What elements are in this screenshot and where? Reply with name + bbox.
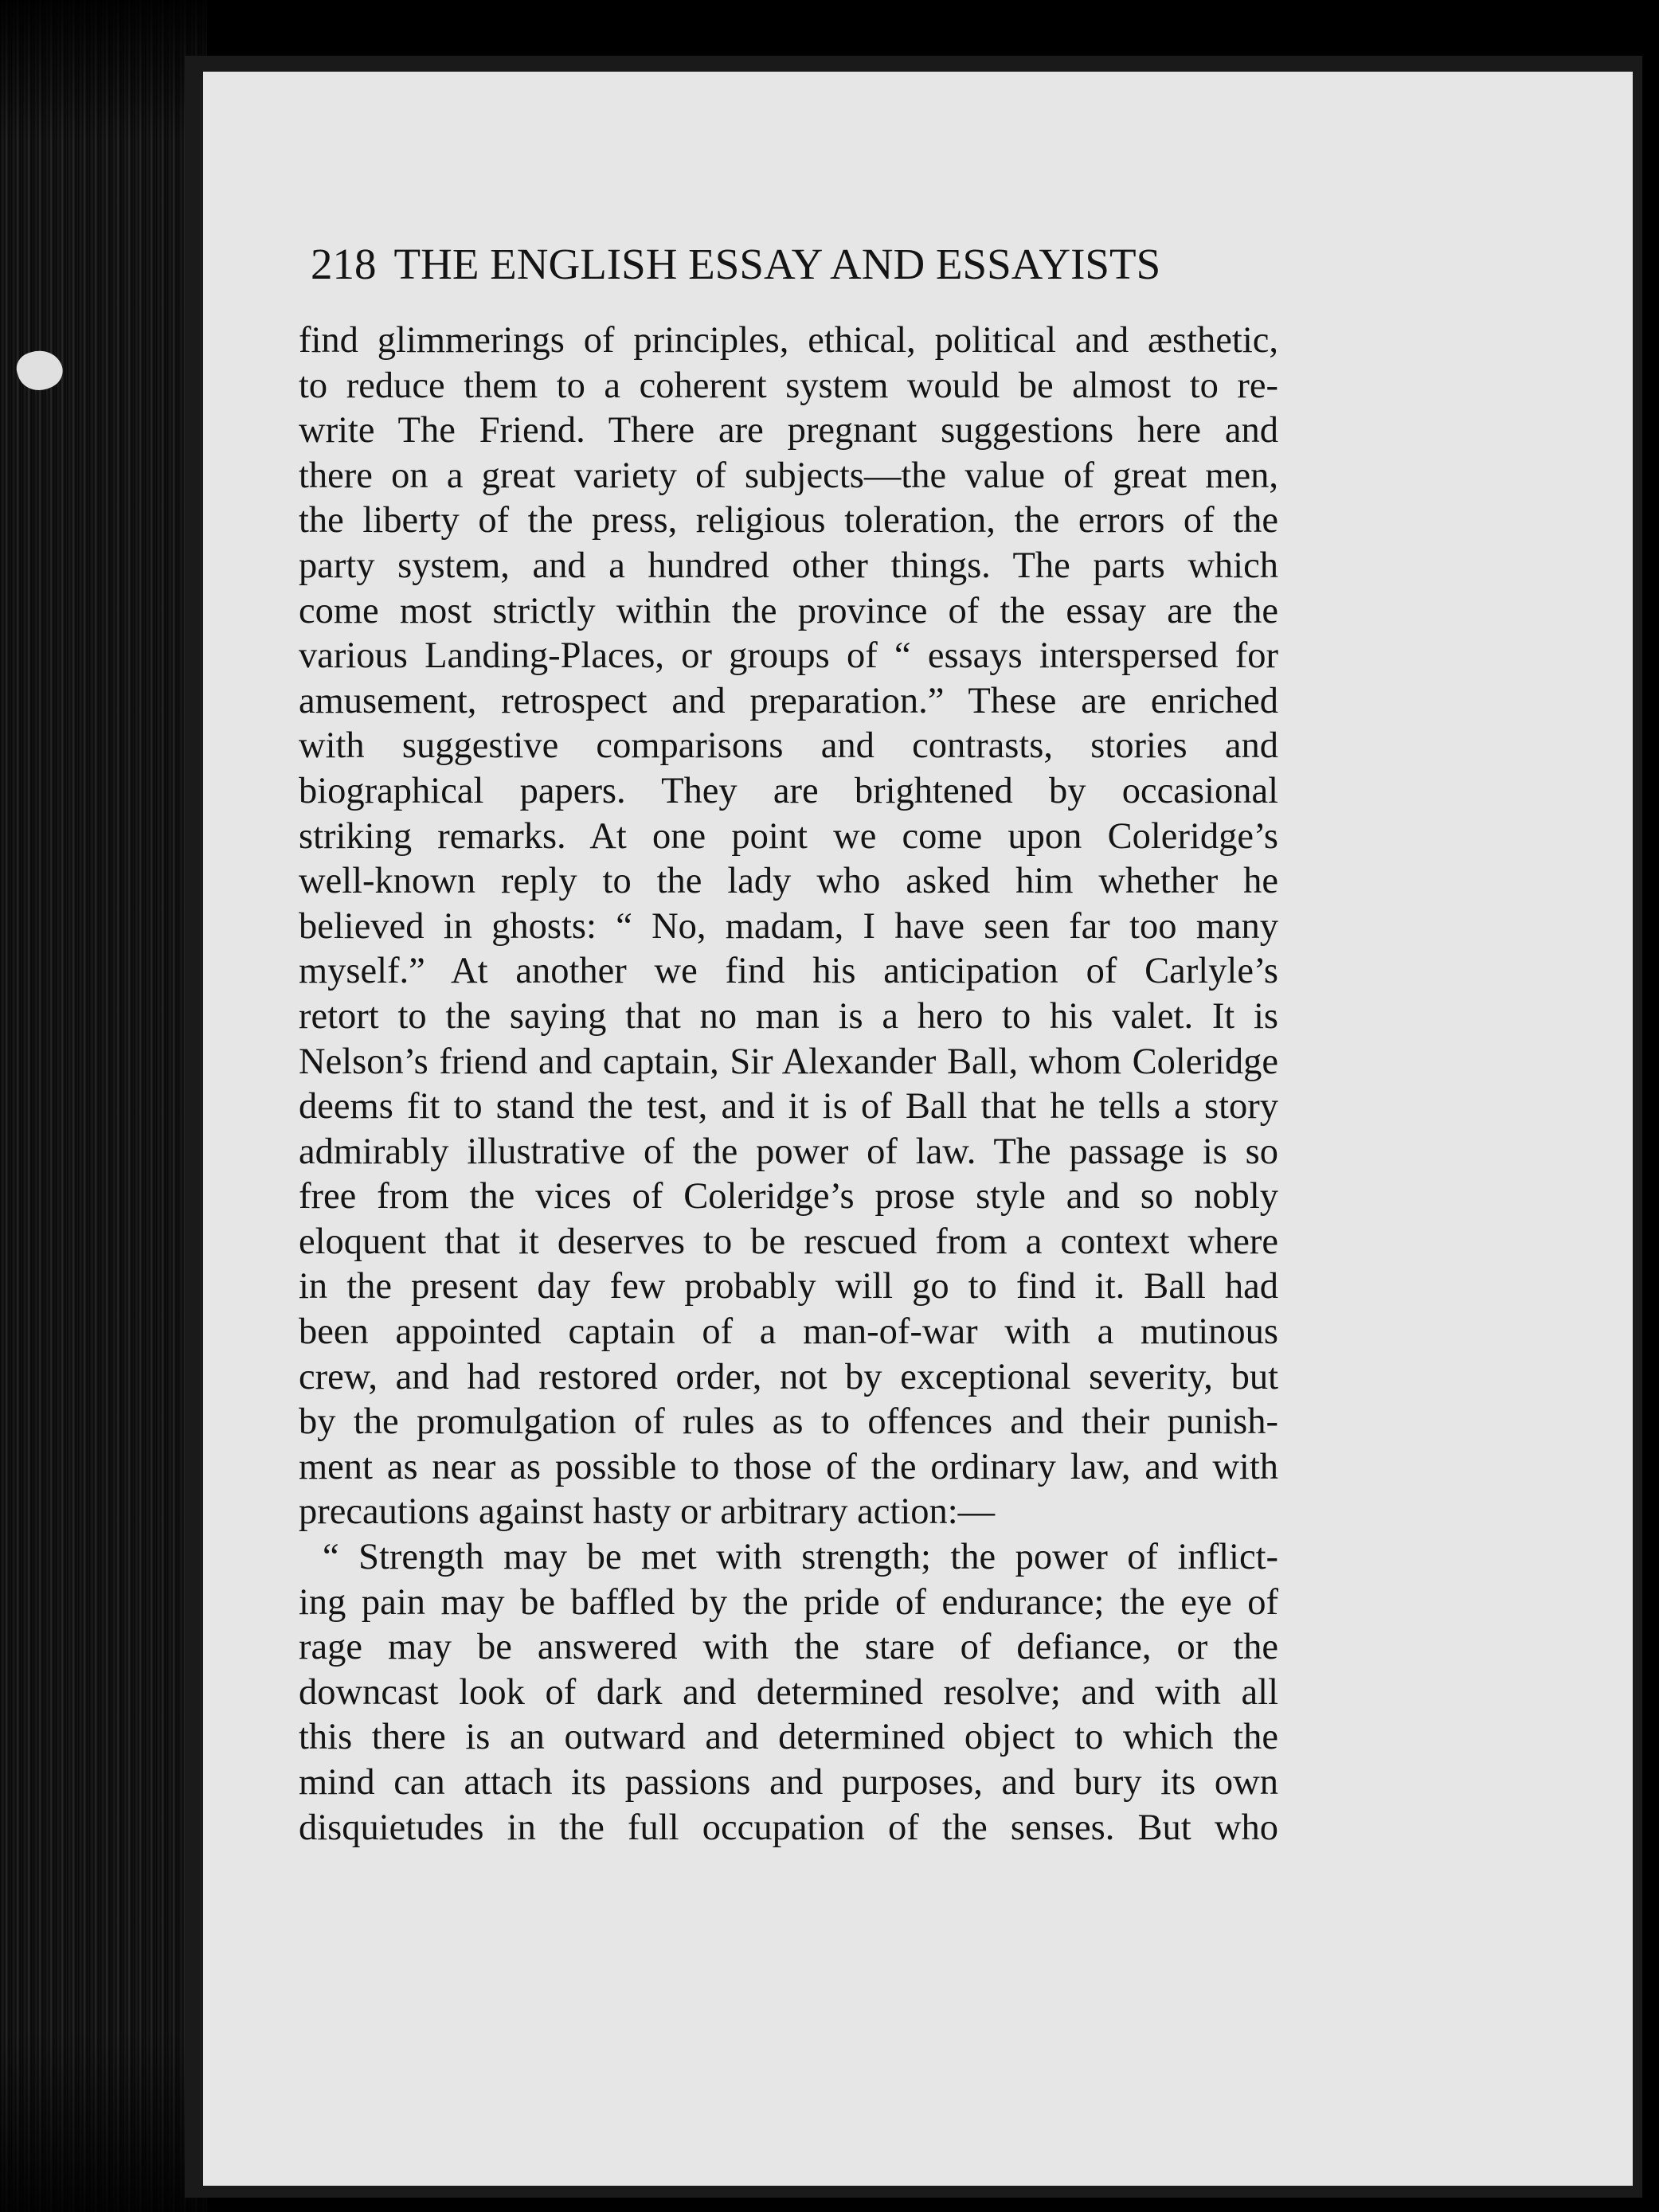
text-line: Nelson’s friend and captain, Sir Alexander Ball, whom Coleridge [299,1041,1278,1082]
text-line: find glimmerings of principles, ethical, political and æsthetic, [299,320,1278,361]
text-line: write The Friend. There are pregnant suggestions here and [299,410,1278,451]
text-line: the liberty of the press, religious toleration, the errors of the [299,500,1278,541]
text-line: come most strictly within the province of the essay are the [299,590,1278,631]
text-line: with suggestive comparisons and contrasts, stories and [299,725,1278,767]
text-line: various Landing-Places, or groups of “ essays interspersed for [299,635,1278,677]
body-text [299,319,1278,1850]
text-line: this there is an outward and determined object to which the [299,1717,1278,1758]
text-line: striking remarks. At one point we come upon Coleridge’s [299,815,1278,857]
text-line: been appointed captain of a man-of-war with a mutinous [299,1311,1278,1353]
text-line: believed in ghosts: “ No, madam, I have seen far too many [299,905,1278,947]
text-line: mind can attach its passions and purposes, and bury its own [299,1762,1278,1803]
running-header [311,239,1446,303]
text-line: party system, and a hundred other things. The parts which [299,545,1278,586]
text-line: in the present day few probably will go to find it. Ball had [299,1266,1278,1307]
text-line: crew, and had restored order, not by exceptional severity, but [299,1356,1278,1397]
text-line: amusement, retrospect and preparation.” These are enriched [299,680,1278,721]
running-title: THE ENGLISH ESSAY AND ESSAYISTS [393,240,1161,288]
text-line: admirably illustrative of the power of law. The passage is so [299,1131,1278,1172]
text-line: precautions against hasty or arbitrary action:— [299,1491,996,1533]
text-line: free from the vices of Coleridge’s prose style and so nobly [299,1176,1278,1217]
text-line: eloquent that it deserves to be rescued from a context where [299,1221,1278,1262]
text-line: downcast look of dark and determined resolve; and with all [299,1671,1278,1713]
text-line: biographical papers. They are brightened by occasional [299,770,1278,811]
text-line: “ Strength may be met with strength; the power of inflict- [323,1537,1278,1578]
text-line: to reduce them to a coherent system would be almost to re- [299,365,1278,406]
text-line: deems fit to stand the test, and it is of Ball that he tells a story [299,1086,1278,1127]
text-line: myself.” At another we find his anticipation of Carlyle’s [299,951,1278,992]
text-line: disquietudes in the full occupation of the senses. But who [299,1807,1278,1848]
text-line: retort to the saying that no man is a hero to his valet. It is [299,995,1278,1037]
text-line: ment as near as possible to those of the ordinary law, and with [299,1446,1278,1487]
book-edge [0,0,207,2212]
text-line: ing pain may be baffled by the pride of endurance; the eye of [299,1581,1278,1623]
text-line: there on a great variety of subjects—the value of great men, [299,455,1278,496]
text-line: rage may be answered with the stare of defiance, or the [299,1627,1278,1668]
text-line: well-known reply to the lady who asked him whether he [299,861,1278,902]
text-line: by the promulgation of rules as to offences and their punish- [299,1401,1278,1443]
page-number: 218 [311,240,377,288]
